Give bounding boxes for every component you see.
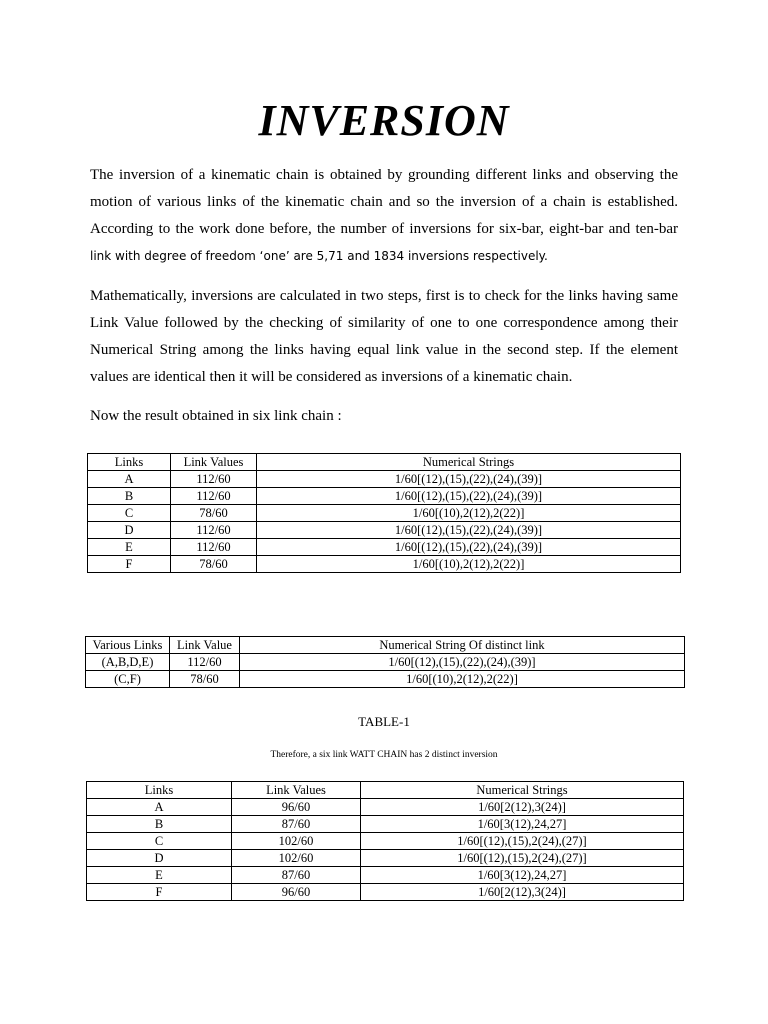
table-cell: 1/60[(12),(15),(22),(24),(39)] [257,488,681,505]
table-cell: 78/60 [171,556,257,573]
table-header-row [86,637,685,654]
table-cell: 112/60 [171,539,257,556]
paragraph-intro [90,162,678,270]
table-cell: 1/60[(12),(15),(22),(24),(39)] [257,539,681,556]
table-cell: B [87,816,232,833]
table-cell: 102/60 [232,850,361,867]
table-header-cell: Link Values [171,454,257,471]
table-header-cell: Numerical Strings [361,782,684,799]
table-header-cell: Link Values [232,782,361,799]
table-cell: A [88,471,171,488]
table-row [87,884,684,901]
table-row [88,522,681,539]
table-cell: 1/60[(12),(15),(22),(24),(39)] [257,522,681,539]
table-cell: 112/60 [170,654,240,671]
table-cell: E [88,539,171,556]
table-cell: (A,B,D,E) [86,654,170,671]
table-cell: 1/60[(12),(15),(22),(24),(39)] [240,654,685,671]
paragraph-intro-main: The inversion of a kinematic chain is obtained by grounding different links and observing the motion of various links of the kinematic chain and so the inversion of a chain is established. According to the work done before, the number of inversions for six-bar, eight-bar and ten-bar [90,167,678,237]
table-cell: C [88,505,171,522]
table-cell: 87/60 [232,816,361,833]
table-cell: A [87,799,232,816]
table-cell: 112/60 [171,522,257,539]
table-row [87,850,684,867]
inversion-summary-note: Therefore, a six link WATT CHAIN has 2 distinct inversion [270,750,498,760]
six-link-table [87,453,681,573]
table-cell: B [88,488,171,505]
table-cell: 1/60[(10),2(12),2(22)] [257,556,681,573]
table-row [86,671,685,688]
table-header-cell: Links [87,782,232,799]
table-row [87,799,684,816]
table-cell: 96/60 [232,799,361,816]
table-row [88,556,681,573]
distinct-links-table [85,636,685,688]
table-header-row [88,454,681,471]
table-cell: 96/60 [232,884,361,901]
table-header-cell: Various Links [86,637,170,654]
table-row [88,505,681,522]
table-header-cell: Numerical Strings [257,454,681,471]
table-header-cell: Numerical String Of distinct link [240,637,685,654]
table-cell: 1/60[2(12),3(24)] [361,884,684,901]
table-cell: 87/60 [232,867,361,884]
table-header-row [87,782,684,799]
second-six-link-table [86,781,684,901]
table-cell: 78/60 [171,505,257,522]
table-cell: 1/60[(10),2(12),2(22)] [257,505,681,522]
table-cell: E [87,867,232,884]
table-cell: 112/60 [171,488,257,505]
table-cell: F [88,556,171,573]
table-header-cell: Links [88,454,171,471]
table-cell: D [87,850,232,867]
table-cell: D [88,522,171,539]
table-cell: 1/60[(10),2(12),2(22)] [240,671,685,688]
table-cell: F [87,884,232,901]
table-row [87,833,684,850]
table-row [86,654,685,671]
table-cell: 102/60 [232,833,361,850]
table-cell: 1/60[(12),(15),2(24),(27)] [361,850,684,867]
table-row [88,539,681,556]
table-row [87,816,684,833]
table-row [88,471,681,488]
table-cell: 1/60[(12),(15),(22),(24),(39)] [257,471,681,488]
table-row [87,867,684,884]
paragraph-method: Mathematically, inversions are calculated in two steps, first is to check for the links having same Link Value followed by the checking of similarity of one to one correspondence among their Numerical String among the links having equal link value in the second step. If the element values are identical then it will be considered as inversions of a kinematic chain. [90,288,678,385]
table-cell: 1/60[(12),(15),2(24),(27)] [361,833,684,850]
page-title: INVERSION [258,96,510,145]
paragraph-intro-tail: link with degree of freedom ‘one’ are 5,71 and 1834 inversions respectively. [90,249,548,263]
table-cell: C [87,833,232,850]
table-cell: 1/60[3(12),24,27] [361,816,684,833]
table-cell: 112/60 [171,471,257,488]
paragraph-result-intro: Now the result obtained in six link chain : [90,408,342,424]
table-caption: TABLE-1 [358,714,410,729]
table-row [88,488,681,505]
table-header-cell: Link Value [170,637,240,654]
table-cell: (C,F) [86,671,170,688]
table-cell: 78/60 [170,671,240,688]
table-cell: 1/60[2(12),3(24)] [361,799,684,816]
table-cell: 1/60[3(12),24,27] [361,867,684,884]
